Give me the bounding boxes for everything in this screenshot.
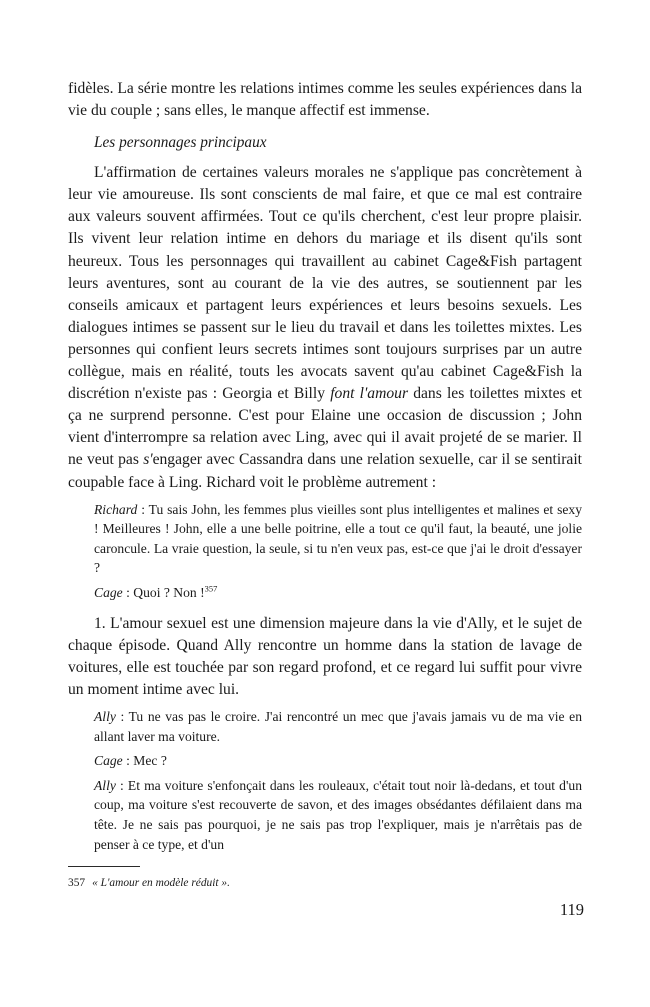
footnote-reference[interactable]: 357 bbox=[204, 583, 218, 594]
dialogue-speaker: Ally bbox=[94, 777, 116, 793]
dialogue-line bbox=[94, 500, 582, 578]
footnote-number: 357 bbox=[68, 877, 86, 889]
dialogue-text: Et ma voiture s'enfonçait dans les rouleaux, c'était tout noir là-dedans, et tout d'un coup, ma voiture s'est recouverte de savon, et des images obsédantes défilaient dans ma tête. Je ne sais pas pourquoi, je ne sais pas trop l'expliquer, mais je n'arrêtais pas de penser à ce type, et d'un bbox=[94, 777, 582, 852]
dialogue-speaker: Richard bbox=[94, 501, 138, 517]
page-number: 119 bbox=[559, 900, 584, 919]
dialogue-separator: : bbox=[122, 753, 134, 769]
paragraph-main bbox=[68, 162, 582, 493]
footnote-area bbox=[68, 866, 582, 891]
dialogue-separator: : bbox=[115, 777, 128, 793]
footnote-entry bbox=[68, 876, 582, 891]
section-heading: Les personnages principaux bbox=[94, 134, 267, 152]
dialogue-line bbox=[94, 751, 582, 771]
paragraph-main-italic-phrase-2: s' bbox=[143, 451, 153, 469]
dialogue-text: Tu sais John, les femmes plus vieilles sont plus intelligentes et malines et sexy ! Meilleures ! John, elle a une belle poitrine, elle a tout ce qu'il faut, la beauté, une jolie caroncule. La vraie question, la seule, si tu n'en veux pas, est-ce que j'ai le droit d'essayer ? bbox=[94, 501, 582, 576]
text-column bbox=[68, 78, 582, 854]
paragraph-main-part-1: L'affirmation de certaines valeurs morales ne s'applique pas concrètement à leur vie amoureuse. Ils sont conscients de mal faire, et que ce mal est contraire aux valeurs souvent affirmées. Tout ce qu'ils cherchent, c'est leur propre plaisir. Ils vivent leur relation intime en dehors du mariage et ils disent qu'ils sont heureux. Tous les personnages qui travaillent au cabinet Cage&Fish partagent leurs aventures, sont au courant de la vie des autres, se soutiennent par les conseils amicaux et partagent leurs expériences et leurs besoins sexuels. Les dialogues intimes se passent sur le lieu du travail et dans les toilettes mixtes. Les personnes qui confient leurs secrets intimes sont toujours surprises par un autre collègue, mais en réalité, touts les avocats savent qu'au cabinet Cage&Fish la discrétion n'existe pas : Georgia et Billy bbox=[68, 164, 582, 403]
footnote-separator-rule bbox=[68, 866, 140, 867]
dialogue-text: Quoi ? Non ! bbox=[133, 584, 205, 600]
dialogue-line bbox=[94, 776, 582, 854]
spacer bbox=[68, 603, 582, 613]
dialogue-text: Tu ne vas pas le croire. J'ai rencontré un mec que j'avais jamais vu de ma vie en allant laver ma voiture. bbox=[94, 708, 582, 744]
dialogue-block-one bbox=[94, 500, 582, 603]
dialogue-separator: : bbox=[137, 501, 149, 517]
dialogue-speaker: Cage bbox=[94, 753, 123, 769]
dialogue-line bbox=[94, 583, 582, 603]
paragraph-numbered-one: 1. L'amour sexuel est une dimension majeure dans la vie d'Ally, et le sujet de chaque épisode. Quand Ally rencontre un homme dans la station de lavage de voitures, elle est touchée par son regard profond, et ce regard lui suffit pour vivre un moment intime avec lui. bbox=[68, 614, 582, 698]
dialogue-block-two bbox=[94, 707, 582, 854]
footnote-text: « L'amour en modèle réduit ». bbox=[92, 877, 230, 889]
paragraph-continued: fidèles. La série montre les relations intimes comme les seules expériences dans la vie du couple ; sans elles, le manque affectif est immense. bbox=[68, 80, 582, 120]
paragraph-main-part-3: engager avec Cassandra dans une relation sexuelle, car il se sentirait coupable face à Ling. Richard voit le problème autrement : bbox=[68, 451, 582, 491]
paragraph-main-italic-phrase: font l'amour bbox=[330, 385, 409, 403]
dialogue-text: Mec ? bbox=[133, 753, 167, 769]
paragraph-main-part-2: dans les toilettes mixtes et ça ne surprend personne. C'est pour Elaine une occasion de discussion ; John vient d'interrompre sa relation avec Ling, avec qui il avait projeté de se marier. Il ne veut pas bbox=[68, 385, 582, 469]
dialogue-line bbox=[94, 707, 582, 746]
dialogue-speaker: Cage bbox=[94, 584, 123, 600]
dialogue-speaker: Ally bbox=[94, 708, 116, 724]
dialogue-separator: : bbox=[115, 708, 129, 724]
dialogue-separator: : bbox=[122, 584, 134, 600]
